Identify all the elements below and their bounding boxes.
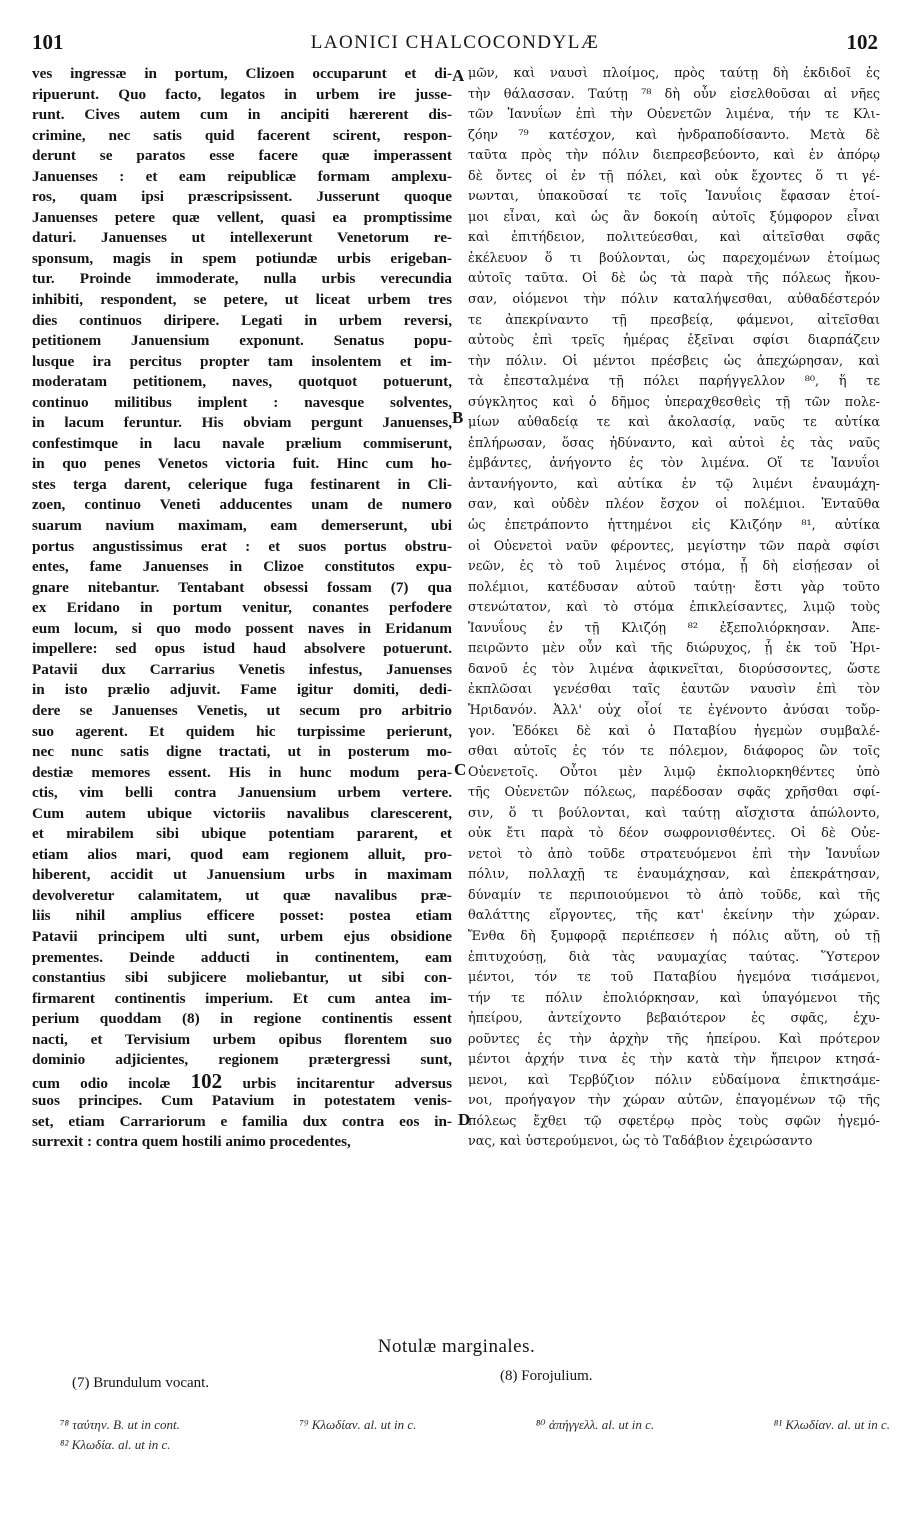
latin-line: nacti, et Tervisium urbem opibus florentem suo	[32, 1030, 452, 1048]
greek-line: οὐκ ἔτι παρὰ τὸ δέον σωφρονισθέντες. Οἱ δὲ Οὐε-	[468, 826, 880, 842]
latin-line: prementes. Deinde adducti in continentem, eam	[32, 948, 452, 966]
latin-line: ctis, vim belli contra Januensium urbem vertere.	[32, 784, 452, 802]
greek-line: πολέμιοι, κατέδυσαν αὐτοῦ ταύτῃ· ἔστι γὰρ τοῦτο	[468, 579, 880, 595]
footnote-82: ⁸² Κλωδία. al. ut in c.	[60, 1437, 171, 1452]
greek-line: γον. Ἐδόκει δὲ καὶ ὁ Παταβίου ἡγεμὼν συμβαλέ-	[468, 723, 880, 739]
latin-line: devolveretur calamitatem, ut quæ navalibus præ-	[32, 886, 452, 904]
latin-line: et mirabilem sibi ubique potentiam pararent, et	[32, 825, 452, 843]
page-break-marker: 102	[190, 1070, 223, 1092]
greek-line: δανοῦ ἐς τὸν λιμένα ἀφικνεῖται, διορύσσοντες, ὥστε	[468, 661, 880, 677]
footnote-79: ⁷⁹ Κλωδίαν. al. ut in c.	[299, 1417, 417, 1432]
greek-line: σαν, οἰόμενοι τὴν πόλιν καταλήψεσθαι, αὐθαδέστερόν	[468, 292, 880, 308]
footnote-78: ⁷⁸ ταύτην. B. ut in cont.	[60, 1417, 180, 1432]
greek-line: Οὐενετοῖς. Οὗτοι μὲν λιμῷ ἐκπολιορκηθέντες ὑπὸ	[468, 764, 880, 780]
latin-line: hiberent, accidit ut Januensium urbs in maximam	[32, 866, 452, 884]
greek-line: πόλεως ἔχθει τῷ σφετέρῳ πρὸς τοὺς σφῶν ἡγεμό-	[468, 1113, 880, 1129]
margin-letter-c: C	[454, 760, 467, 779]
margin-letter-b: B	[452, 408, 464, 427]
greek-line: Ἠριδανόν. Ἀλλ' οὐχ οἷοί τε ἐγένοντο ἀνύσαι τοὔρ-	[468, 702, 880, 718]
latin-line: dere se Januenses Venetis, ut secum pro arbitrio	[32, 701, 452, 719]
greek-line: σύγκλητος καὶ ὁ δῆμος ὑπεραχθεσθεὶς τῇ τῶν πολε-	[468, 394, 880, 410]
greek-line: μῶν, καὶ ναυσὶ πλοίμος, πρὸς ταύτῃ δὴ ἐκδιδοῖ ἐς	[468, 66, 880, 81]
latin-line: dominio adjicientes, regionem prætergressi sunt,	[32, 1051, 452, 1069]
greek-text-column	[468, 64, 880, 1153]
greek-line: ἐκπλῶσαι γενέσθαι ταῖς ἑαυτῶν ναυσὶν ἐπὶ τὸν	[468, 682, 880, 698]
latin-line: surrexit : contra quem hostili animo procedentes,	[32, 1133, 351, 1151]
latin-line-text: cum odio incolæ	[32, 1074, 171, 1092]
latin-line: Patavii principem ulti sunt, urbem ejus obsidione	[32, 927, 452, 945]
greek-line: σθαι αὐτοῖς ἐς τόν τε πόλεμον, διάφορος ὢν τοῖς	[468, 744, 880, 760]
latin-line: liis nihil amplius efficere posset: postea etiam	[32, 907, 452, 925]
greek-line: τῶν Ἰανυΐων ἐπὶ τὴν Οὐενετῶν λιμένα, τήν τε Κλι-	[468, 107, 880, 123]
footnote-80: ⁸⁰ ἀπήγγελλ. al. ut in c.	[535, 1417, 655, 1432]
latin-line: ros, quam ipsi præscripsissent. Jusserunt quoque	[32, 188, 452, 206]
greek-line: μενοι, καὶ Τερβύζιον πόλιν εὐδαίμονα ἐπικτησάμε-	[468, 1072, 880, 1088]
latin-line: ves ingressæ in portum, Clizoen occuparunt et di-	[32, 65, 452, 82]
greek-line: πειρῶντο μὲν οὖν καὶ τῆς διώρυχος, ᾗ ἐκ τοῦ Ἠρι-	[468, 641, 880, 657]
latin-line: etiam alios mari, quod eam regionem alluit, pro-	[32, 845, 452, 863]
greek-line: τὰ ἐπεσταλμένα τῇ πόλει παρήγγελλον ⁸⁰, ἥ τε	[468, 374, 880, 390]
greek-line: ὡς ἐπετράποντο ἡττημένοι εἰς Κλιζόην ⁸¹, αὐτίκα	[468, 518, 880, 534]
latin-line: nec nunc satis digne tractati, ut in posterum mo-	[32, 743, 452, 761]
latin-line: continuo militibus implent : navesque solventes,	[32, 393, 452, 411]
latin-line: moderatam petitionem, naves, quotquot potuerunt,	[32, 373, 452, 391]
marginal-note-7: (7) Brundulum vocant.	[72, 1375, 210, 1391]
latin-line: lusque ira percitus propter tam insolentem et im-	[32, 352, 452, 370]
greek-line: Ἔνθα δὴ ξυμφορᾷ περιέπεσεν ἡ πόλις αὕτη, οὐ τῇ	[468, 928, 880, 944]
greek-line: τῆς Οὐενετῶν πόλεως, παρέδοσαν σφᾶς χρῆσθαι σφί-	[468, 785, 880, 801]
running-title: LAONICI CHALCOCONDYLÆ	[310, 32, 600, 53]
latin-line: confestimque in lacu navale prælium commiserunt,	[32, 434, 452, 452]
latin-line: zoen, continuo Veneti adducentes unam de numero	[32, 496, 452, 514]
greek-line: θαλάττης εἴργοντες, τῆς κατ' ἐκείνην τὴν χώραν.	[468, 908, 880, 924]
latin-line: impellere: sed opus istud haud absolvere potuerunt.	[32, 640, 452, 658]
latin-line: set, etiam Carrariorum e familia dux contra eos in-	[32, 1112, 452, 1130]
marginal-notes-title: Notulæ marginales.	[377, 1336, 536, 1357]
greek-line: ἐκέλευον ὅ τι βούλονται, ὡς παρεχομένων ἑτοίμως	[468, 250, 880, 266]
latin-line: sponsum, magis in spem potiundæ urbis erigeban-	[32, 249, 452, 267]
page-number-right: 102	[846, 30, 878, 54]
greek-line: ροῦντες ἐς τὴν ἀρχὴν τῆς ἠπείρου. Καὶ πρότερον	[468, 1031, 880, 1047]
footnote-row	[60, 1415, 890, 1435]
margin-letter-d: D	[458, 1110, 471, 1129]
latin-line: constantius sibi subjicere moliebantur, ut sibi con-	[32, 969, 452, 987]
greek-line: ἐπλήρωσαν, ὅσας ἠδύναντο, καὶ αὐτοὶ ἐς τὰς ναῦς	[468, 435, 880, 451]
latin-line: daturi. Januenses ut intellexerunt Venetorum re-	[32, 229, 452, 247]
greek-line: ἐμβάντες, ἀνήγοντο ἐς τὸν λιμένα. Οἵ τε Ἰανυΐοι	[468, 456, 880, 472]
latin-line: Januenses : et eam reipublicæ formam amplexu-	[32, 167, 452, 185]
greek-line: Ἰανυΐους ἐν τῇ Κλιζόῃ ⁸² ἐξεπολιόρκησαν. Ἀπε-	[468, 620, 880, 636]
greek-line: τὴν πόλιν. Οἱ μέντοι πρέσβεις ὡς ἀπεχώρησαν, καὶ	[468, 353, 880, 369]
greek-line: νοι, προήγαγον τὴν χώραν αὐτῶν, ἐπαγομένων τῷ τῆς	[468, 1093, 880, 1109]
greek-line: δύναμίν τε περιποιούμενοι τὸ ἀπὸ τοῦδε, καὶ τῆς	[468, 887, 880, 903]
footnote-81: ⁸¹ Κλωδίαν. al. ut in c.	[773, 1417, 890, 1432]
greek-line: αὐτοὺς ἐπὶ τρεῖς ἡμέρας ἐξεῖναι σφίσι διαρπάζειν	[468, 333, 880, 349]
latin-line: perium quoddam (8) in regione continentis essent	[32, 1010, 452, 1028]
latin-line: crimine, nec satis quid facerent scirent, respon-	[32, 126, 452, 144]
latin-line: tur. Proinde immoderate, nulla urbis verecundia	[32, 270, 452, 288]
greek-line: τε ἀπεκρίναντο τῇ πρεσβείᾳ, φάμενοι, αἰτεῖσθαι	[468, 312, 880, 328]
greek-line: μίων αὐθαδείᾳ τε καὶ ἀκολασίᾳ, ναῦς τε αὐτίκα	[468, 415, 880, 431]
footnotes	[60, 1415, 890, 1455]
latin-line: petitionem Januensium exponunt. Senatus popu-	[32, 332, 452, 350]
margin-letter-a: A	[452, 66, 465, 85]
latin-line: entes, fame Januenses in Clizoe constitutos expu-	[32, 558, 452, 576]
latin-line: portus angustissimus erat : et suos portus obstru-	[32, 537, 452, 555]
latin-text-column	[32, 64, 452, 1153]
latin-line: gnare nitebantur. Tentabant obsessi fossam (7) qua	[32, 578, 452, 596]
greek-line: πόλιν, πολλαχῇ τε ἐναυμάχησαν, καὶ ἐπεκράτησαν,	[468, 867, 880, 883]
greek-line: ζόην ⁷⁹ κατέσχον, καὶ ἠνδραποδίσαντο. Μετὰ δὲ	[468, 127, 880, 143]
latin-line: suarum navium maximam, eam demerserunt, ubi	[32, 517, 452, 535]
latin-line: Januenses petere quæ vellent, quasi ea promptissime	[32, 208, 452, 226]
marginal-note-8: (8) Forojulium.	[500, 1368, 593, 1384]
footnote-row	[60, 1435, 890, 1455]
latin-line: Cum autem ubique victoriis navalibus clarescerent,	[32, 804, 452, 822]
greek-line: στενώτατον, καὶ τὸ στόμα ἐπικλείσαντες, λιμῷ τοὺς	[468, 600, 880, 616]
greek-line: ἐπιτυχούσῃ, διὰ τὰς ναυμαχίας ταύτας. Ὕστερον	[468, 949, 880, 965]
greek-line: νεῶν, ἐς τὸ τοῦ λιμένος στόμα, ᾗ δὴ εἰσῄεσαν οἱ	[468, 559, 880, 575]
latin-line: dies continuos diripere. Legati in urbem reversi,	[32, 311, 452, 329]
greek-line: σαν, καὶ οὐδὲν πλέον ἔσχον οἱ πολέμιοι. Ἐνταῦθα	[468, 497, 880, 513]
greek-line: νετοὶ τὸ ἀπὸ τοῦδε στρατευόμενοι ἐπὶ τὴν Ἰανυΐων	[468, 846, 880, 862]
greek-line: τὴν θάλασσαν. Ταύτῃ ⁷⁸ δὴ οὖν εἰσελθοῦσαι αἱ νῆες	[468, 86, 880, 102]
latin-line: eum locum, si quo modo possent naves in Eridanum	[32, 619, 452, 637]
greek-line: μοι εἶναι, καὶ ὡς ἂν δοκοίη αὐτοῖς ξύμφορον εἶναι	[468, 209, 880, 225]
latin-line: Patavii dux Carrarius Venetis infestus, Januenses	[32, 660, 452, 678]
greek-line: μέντοι ἀρχήν τινα ἐς τὴν κατὰ τὴν ἤπειρον κτησά-	[468, 1052, 880, 1068]
latin-line: suos principes. Cum Patavium in potestatem venis-	[32, 1092, 452, 1110]
latin-line: firmarent continentis imperium. Et cum antea im-	[32, 989, 452, 1007]
greek-line: μέντοι, τόν τε τοῦ Παταβίου ἡγεμόνα τισάμενοι,	[468, 970, 880, 986]
latin-line: inhibiti, respondent, se petere, ut liceat urbem tres	[32, 291, 452, 309]
latin-line: in isto prælio adjuvit. Fame igitur domiti, dedi-	[32, 681, 452, 699]
greek-line: σιν, ὅ τι βούλονται, καὶ ταύτῃ αἴσχιστα ἀπώλοντο,	[468, 805, 880, 821]
greek-line: ἀντανήγοντο, καὶ αὐτίκα ἐν τῷ λιμένι ἐναυμάχη-	[468, 476, 880, 492]
latin-line: in quo penes Venetos victoria fuit. Hinc cum ho-	[32, 455, 452, 473]
greek-line: καὶ ἐπιτήδειον, πολιτεύεσθαι, καὶ αἰτεῖσθαι σφᾶς	[468, 230, 880, 246]
latin-line: in lacum feruntur. His obviam pergunt Januenses,	[32, 414, 452, 432]
greek-line: νωνται, ὑπακοῦσαί τε τοῖς Ἰανυΐοις ἔφασαν ἑτοί-	[468, 189, 880, 205]
greek-line: νας, καὶ ὑστερούμενοι, ὡς τὸ Ταδάβιον ἐχειρώσαντο	[468, 1134, 813, 1150]
latin-line: ex Eridano in portum venitur, conantes perfodere	[32, 599, 452, 617]
greek-line: τήν τε πόλιν ἐπολιόρκησαν, καὶ ὑπαγόμενοι τῆς	[468, 990, 880, 1006]
latin-line: destiæ memores essent. His in hunc modum pera-	[32, 763, 452, 781]
latin-line	[32, 1071, 452, 1092]
latin-line: runt. Cives autem cum in ancipiti hærerent dis-	[32, 106, 452, 124]
latin-line: suo agerent. Et quidem hic turpissime perierunt,	[32, 722, 452, 740]
latin-line: derunt se paratos esse facere quæ imperassent	[32, 147, 452, 165]
greek-line: ταῦτα πρὸς τὴν πόλιν διεπρεσβεύοντο, καὶ ἐν ἀπόρῳ	[468, 148, 880, 164]
greek-line: ἠπείρου, ἀντείχοντο βεβαιότερον ἐς σφᾶς, ἐχυ-	[468, 1011, 880, 1027]
greek-line: δὲ ὄντες οἱ ἐν τῇ πόλει, καὶ οὐκ ἔχοντες ὅ τι γέ-	[468, 168, 880, 184]
latin-line-text: urbis incitarentur adversus	[242, 1074, 452, 1092]
greek-line: αὐτοῖς ταῦτα. Οἱ δὲ ὡς τὰ παρὰ τῆς πόλεως ἤκου-	[468, 271, 880, 287]
page-number-left: 101	[32, 30, 64, 54]
greek-line: οἱ Οὐενετοὶ ναῦν φέροντες, μεγίστην τῶν παρὰ σφίσι	[468, 538, 880, 554]
latin-line: ripuerunt. Quo facto, legatos in urbem ire jusse-	[32, 85, 452, 103]
latin-line: stes terga darent, celerique fuga festinarent in Cli-	[32, 475, 452, 493]
running-head	[32, 30, 878, 56]
